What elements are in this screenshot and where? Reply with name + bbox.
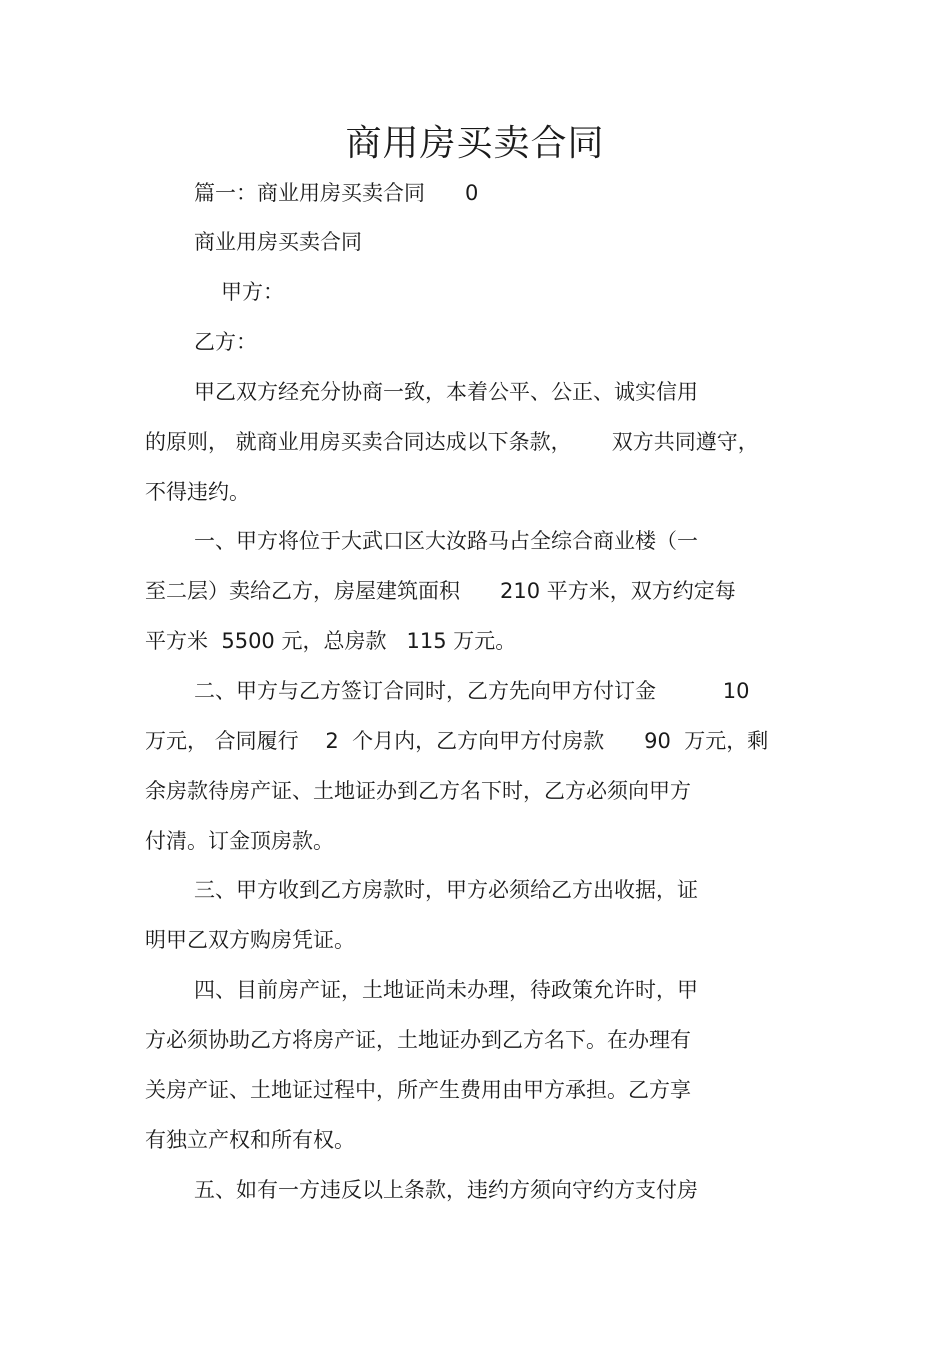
- text-line-1: 篇一：商业用房买卖合同 0: [194, 181, 479, 205]
- text-line-6: 的原则， 就商业用房买卖合同达成以下条款， 双方共同遵守，: [145, 430, 759, 454]
- text-line-21: 五、如有一方违反以上条款，违约方须向守约方支付房: [194, 1178, 698, 1202]
- text-line-4: 乙方：: [194, 330, 257, 354]
- text-line-17: 四、目前房产证，土地证尚未办理，待政策允许时，甲: [194, 978, 698, 1002]
- text-line-15: 三、甲方收到乙方房款时，甲方必须给乙方出收据，证: [194, 878, 698, 902]
- text-line-20: 有独立产权和所有权。: [145, 1128, 355, 1152]
- text-line-9: 至二层）卖给乙方，房屋建筑面积 210 平方米，双方约定每: [145, 579, 736, 603]
- text-line-5: 甲乙双方经充分协商一致，本着公平、公正、诚实信用: [194, 380, 698, 404]
- text-line-13: 余房款待房产证、土地证办到乙方名下时，乙方必须向甲方: [145, 779, 691, 803]
- text-line-19: 关房产证、土地证过程中，所产生费用由甲方承担。乙方享: [145, 1078, 691, 1102]
- text-line-16: 明甲乙双方购房凭证。: [145, 928, 355, 952]
- text-line-10: 平方米 5500 元，总房款 115 万元。: [145, 629, 517, 653]
- text-line-14: 付清。订金顶房款。: [145, 829, 334, 853]
- text-line-3: 甲方：: [221, 280, 284, 304]
- text-line-18: 方必须协助乙方将房产证，土地证办到乙方名下。在办理有: [145, 1028, 691, 1052]
- document-title: 商用房买卖合同: [345, 123, 605, 164]
- text-line-12: 万元， 合同履行 2 个月内，乙方向甲方付房款 90 万元，剩: [145, 729, 769, 753]
- text-line-7: 不得违约。: [145, 480, 250, 504]
- text-line-8: 一、甲方将位于大武口区大汝路马占全综合商业楼（一: [194, 529, 698, 553]
- text-line-11: 二、甲方与乙方签订合同时，乙方先向甲方付订金 10: [194, 679, 750, 703]
- text-line-2: 商业用房买卖合同: [194, 230, 362, 254]
